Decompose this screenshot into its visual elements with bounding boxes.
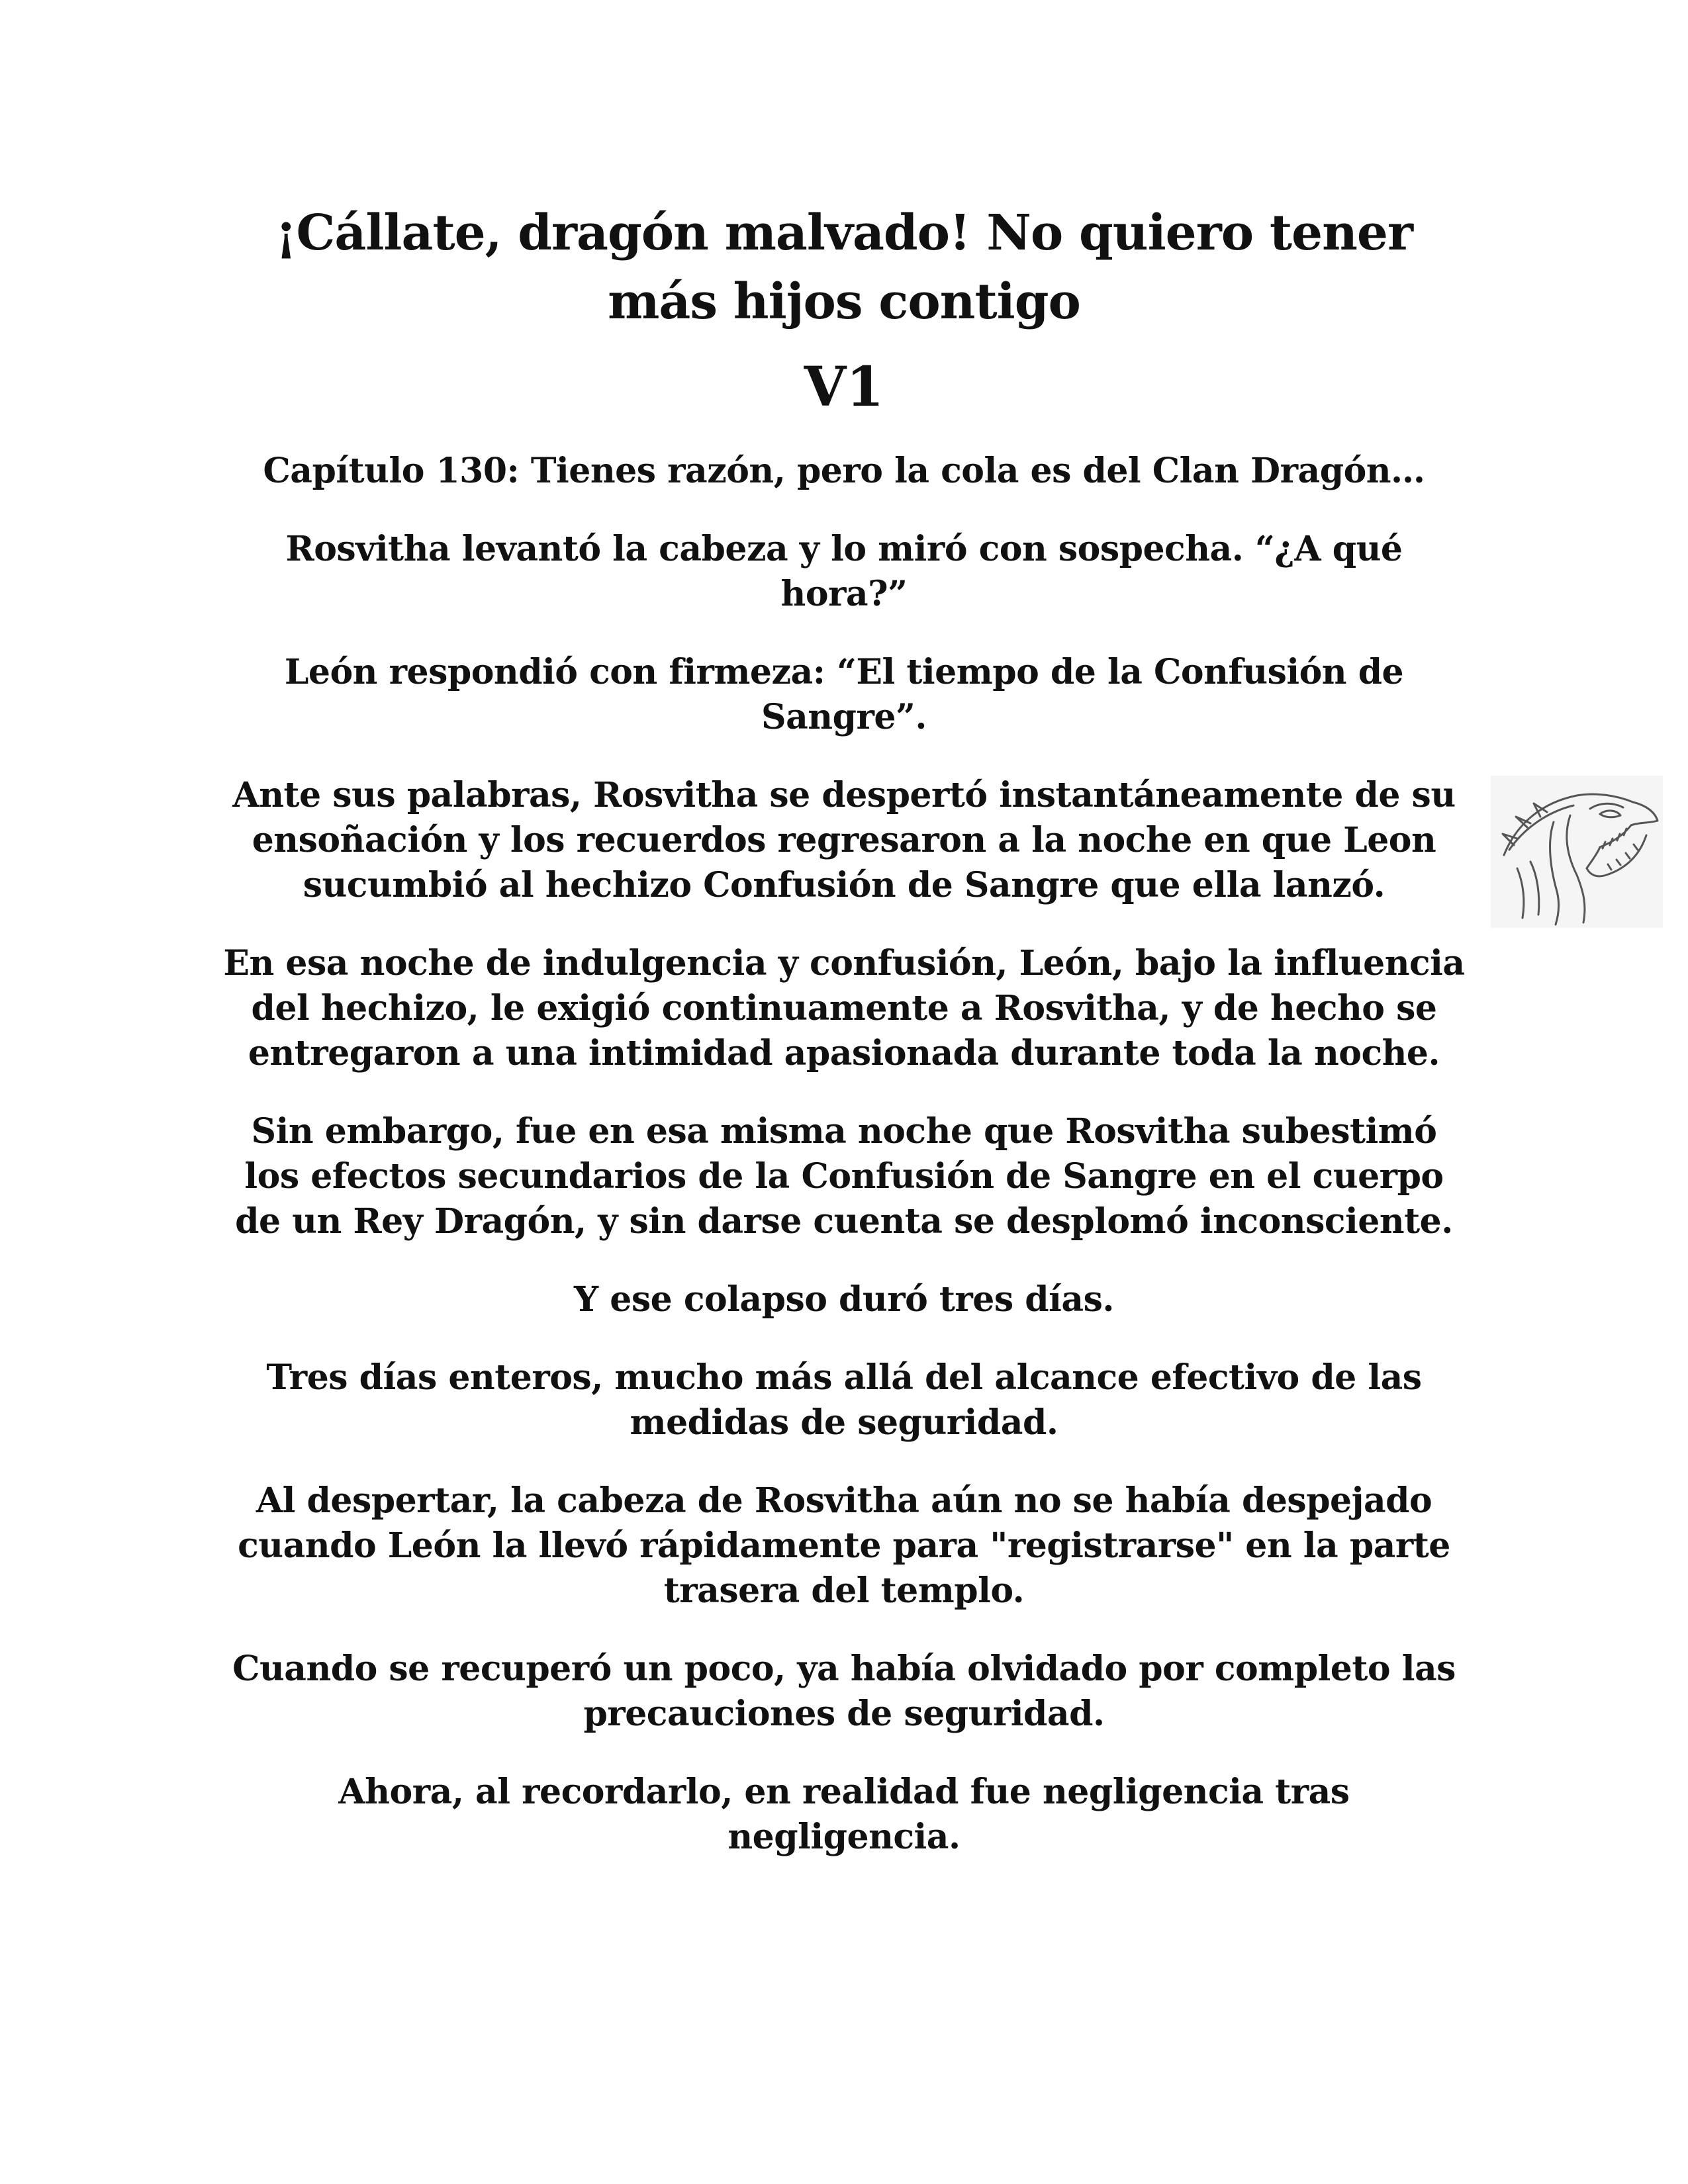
document-body	[218, 449, 1470, 1893]
chapter-heading: Capítulo 130: Tienes razón, pero la cola es del Clan Dragón…	[263, 451, 1425, 491]
paragraph: En esa noche de indulgencia y confusión, León, bajo la influencia del hechizo, le exigió continuamente a Rosvitha, y de hecho se entregaron a una intimidad apasionada durante toda la noche.	[223, 943, 1465, 1073]
paragraph: Sin embargo, fue en esa misma noche que Rosvitha subestimó los efectos secundarios de la Confusión de Sangre en el cuerpo de un Rey Dragón, y sin darse cuenta se desplomó inconsciente.	[235, 1111, 1453, 1242]
paragraph: Tres días enteros, mucho más allá del alcance efectivo de las medidas de seguridad.	[266, 1357, 1422, 1443]
paragraph: León respondió con firmeza: “El tiempo de la Confusión de Sangre”.	[284, 652, 1404, 737]
volume-label: V1	[804, 355, 884, 419]
paragraph: Cuando se recuperó un poco, ya había olvidado por completo las precauciones de seguridad.	[232, 1649, 1456, 1734]
paragraph: Al despertar, la cabeza de Rosvitha aún no se había despejado cuando León la llevó rápidamente para "registrarse" en la parte trasera del templo.	[238, 1480, 1450, 1611]
paragraph: Rosvitha levantó la cabeza y lo miró con sospecha. “¿A qué hora?”	[285, 529, 1403, 614]
paragraph: Ante sus palabras, Rosvitha se despertó instantáneamente de su ensoñación y los recuerdos regresaron a la noche en que Leon sucumbió al hechizo Confusión de Sangre que ella lanzó.	[232, 775, 1456, 905]
document-title: ¡Cállate, dragón malvado! No quiero tener más hijos contigo	[275, 205, 1413, 330]
paragraph: Y ese colapso duró tres días.	[574, 1279, 1114, 1320]
dragon-head-sketch-icon	[1491, 776, 1663, 928]
paragraph: Ahora, al recordarlo, en realidad fue negligencia tras negligencia.	[338, 1772, 1350, 1857]
